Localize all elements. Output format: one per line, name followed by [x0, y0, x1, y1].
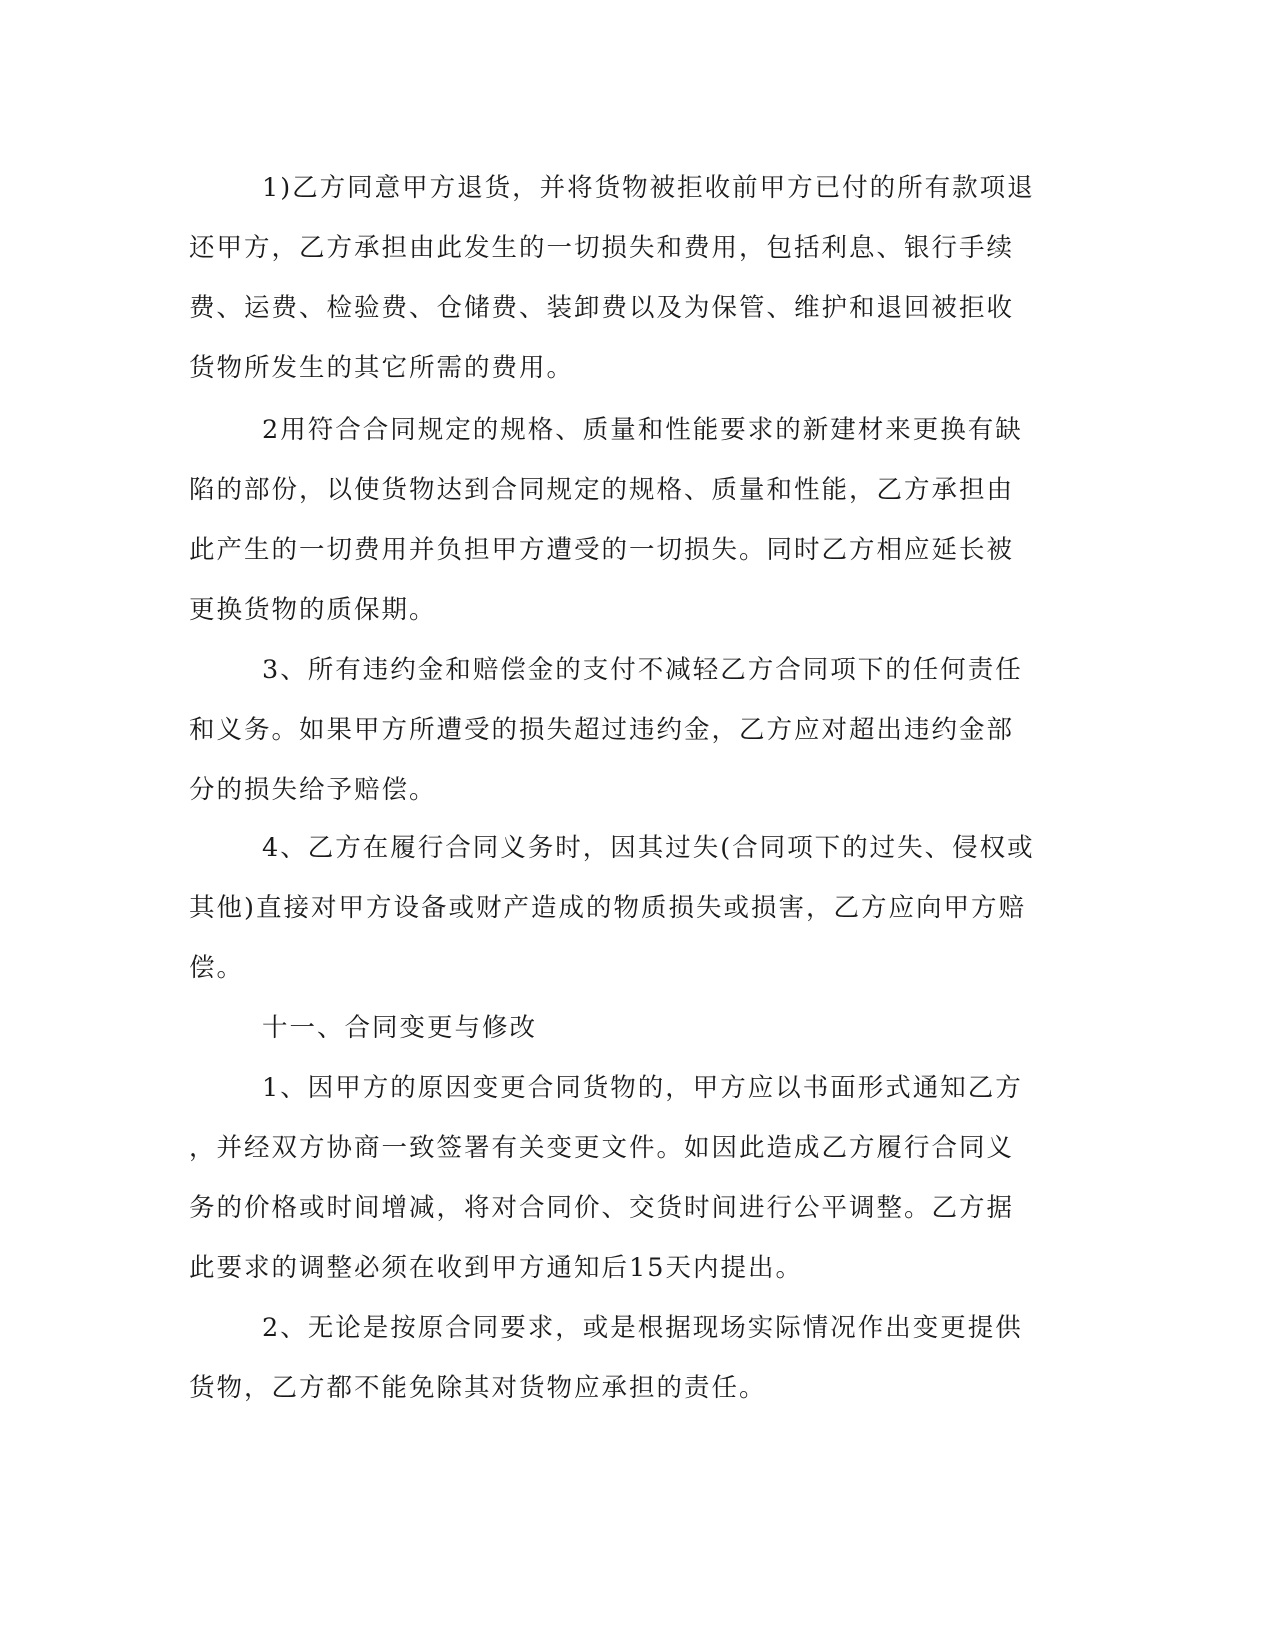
text-line: 更换货物的质保期。 — [189, 595, 437, 625]
text-line: 货物所发生的其它所需的费用。 — [189, 353, 575, 383]
text-line: 3、所有违约金和赔偿金的支付不减轻乙方合同项下的任何责任 — [262, 655, 1023, 685]
text-line: 务的价格或时间增减，将对合同价、交货时间进行公平调整。乙方据 — [189, 1193, 1015, 1223]
text-line: 偿。 — [189, 953, 245, 983]
text-line: 4、乙方在履行合同义务时，因其过失(合同项下的过失、侵权或 — [262, 833, 1035, 863]
text-line: 2用符合合同规定的规格、质量和性能要求的新建材来更换有缺 — [262, 415, 1023, 445]
text-line: 1、因甲方的原因变更合同货物的，甲方应以书面形式通知乙方 — [262, 1073, 1023, 1103]
text-line: 2、无论是按原合同要求，或是根据现场实际情况作出变更提供 — [262, 1313, 1023, 1343]
text-line: 货物，乙方都不能免除其对货物应承担的责任。 — [189, 1373, 767, 1403]
section-heading: 十一、合同变更与修改 — [262, 1013, 538, 1043]
text-line: 费、运费、检验费、仓储费、装卸费以及为保管、维护和退回被拒收 — [189, 293, 1015, 323]
text-line: ，并经双方协商一致签署有关变更文件。如因此造成乙方履行合同义 — [189, 1133, 1015, 1163]
text-line: 和义务。如果甲方所遭受的损失超过违约金，乙方应对超出违约金部 — [189, 715, 1015, 745]
text-line: 此要求的调整必须在收到甲方通知后15天内提出。 — [189, 1253, 803, 1283]
text-line: 1)乙方同意甲方退货，并将货物被拒收前甲方已付的所有款项退 — [262, 173, 1035, 203]
text-line: 陷的部份，以使货物达到合同规定的规格、质量和性能，乙方承担由 — [189, 475, 1015, 505]
text-line: 还甲方，乙方承担由此发生的一切损失和费用，包括利息、银行手续 — [189, 233, 1015, 263]
text-line: 分的损失给予赔偿。 — [189, 775, 437, 805]
text-line: 其他)直接对甲方设备或财产造成的物质损失或损害，乙方应向甲方赔 — [189, 893, 1026, 923]
text-line: 此产生的一切费用并负担甲方遭受的一切损失。同时乙方相应延长被 — [189, 535, 1015, 565]
